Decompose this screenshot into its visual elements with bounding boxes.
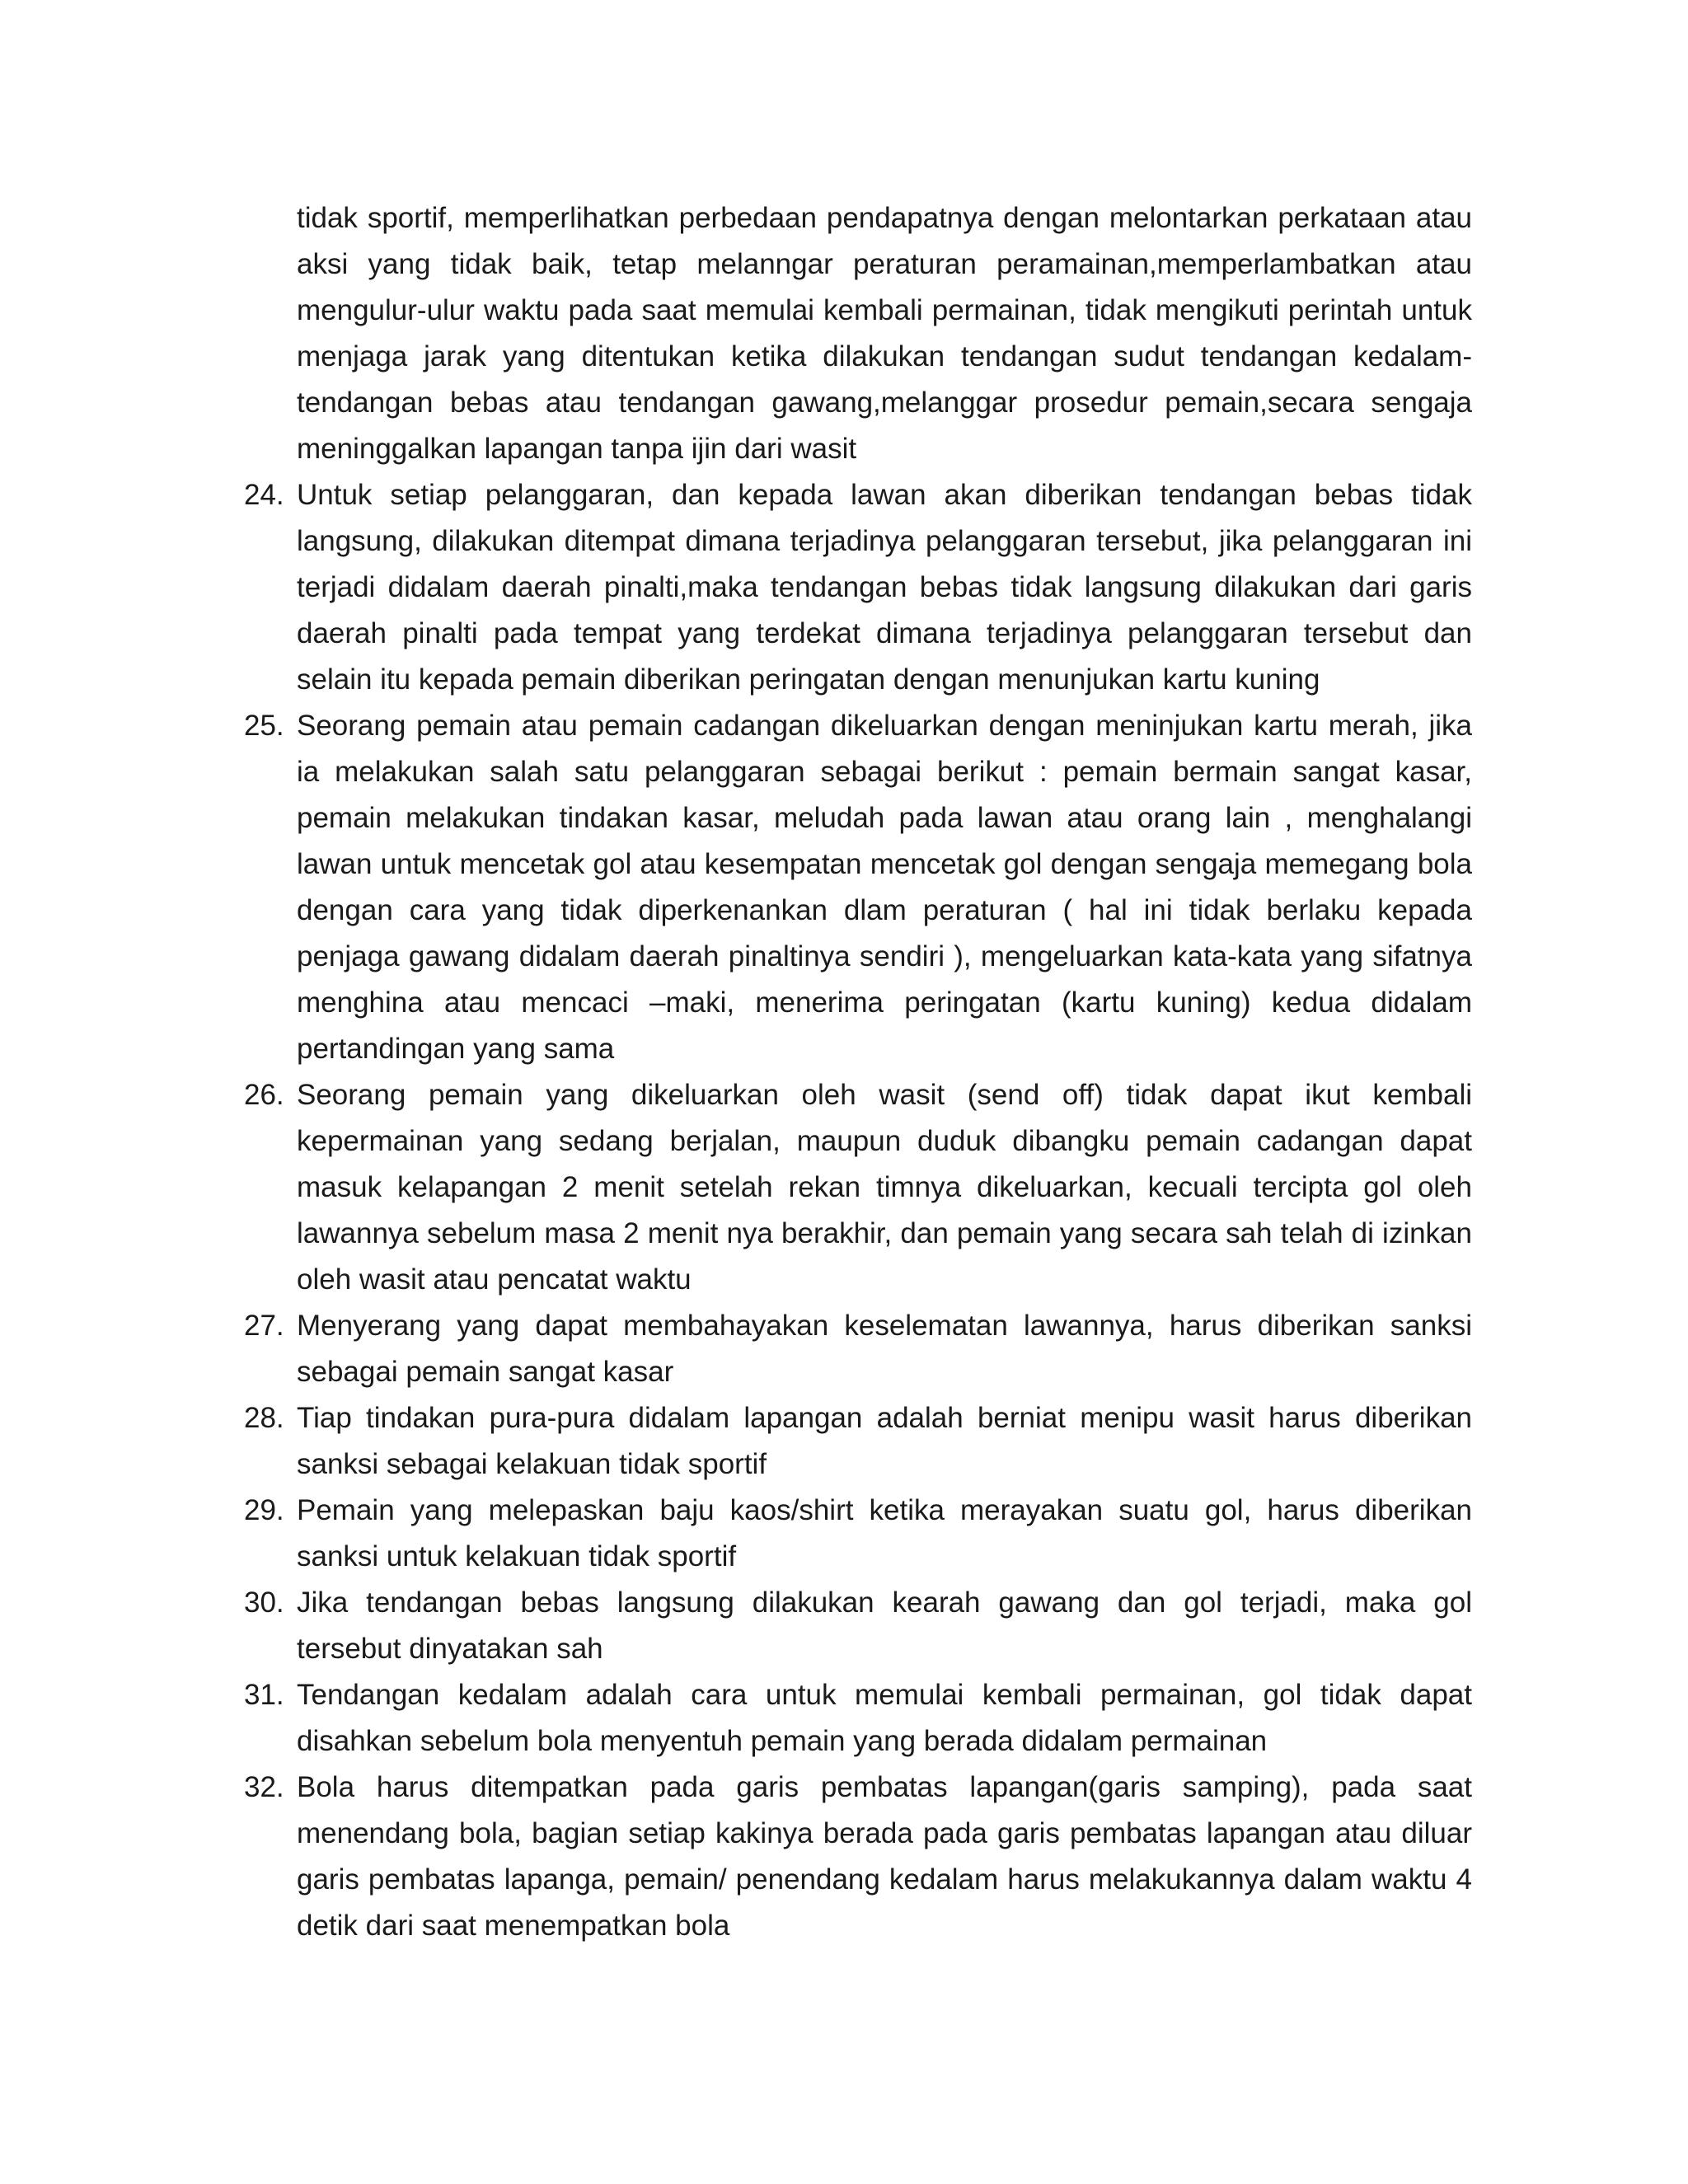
item-text: Menyerang yang dapat membahayakan keselematan lawannya, harus diberikan sanksi sebagai pemain sangat kasar [297,1310,1472,1388]
list-item [244,1303,1472,1395]
list-item [244,703,1472,1072]
list-item [244,1765,1472,1949]
item-text: Tiap tindakan pura-pura didalam lapangan adalah berniat menipu wasit harus diberikan sanksi sebagai kelakuan tidak sportif [297,1402,1472,1480]
item-number: 27. [244,1310,284,1342]
item-number: 31. [244,1679,284,1711]
list-item [244,1672,1472,1765]
list-item [244,1488,1472,1580]
list-item [244,472,1472,703]
item-number: 25. [244,710,284,742]
item-number: 28. [244,1402,284,1434]
item-number: 29. [244,1494,284,1526]
intro-paragraph: tidak sportif, memperlihatkan perbedaan pendapatnya dengan melontarkan perkataan atau aksi yang tidak baik, tetap melanngar peraturan peramainan,memperlambatkan atau mengulur-ulur waktu pada saat memulai kembali permainan, tidak mengikuti perintah untuk menjaga jarak yang ditentukan ketika dilakukan tendangan sudut tendangan kedalam-tendangan bebas atau tendangan gawang,melanggar prosedur pemain,secara sengaja meninggalkan lapangan tanpa ijin dari wasit [297,202,1472,465]
item-text: Pemain yang melepaskan baju kaos/shirt ketika merayakan suatu gol, harus diberikan sanksi untuk kelakuan tidak sportif [297,1494,1472,1572]
item-text: Jika tendangan bebas langsung dilakukan kearah gawang dan gol terjadi, maka gol tersebut dinyatakan sah [297,1586,1472,1665]
list-item [244,1072,1472,1303]
item-text: Untuk setiap pelanggaran, dan kepada lawan akan diberikan tendangan bebas tidak langsung, dilakukan ditempat dimana terjadinya pelanggaran tersebut, jika pelanggaran ini terjadi didalam daerah pinalti,maka tendangan bebas tidak langsung dilakukan dari garis daerah pinalti pada tempat yang terdekat dimana terjadinya pelanggaran tersebut dan selain itu kepada pemain diberikan peringatan dengan menunjukan kartu kuning [297,479,1472,696]
list-item [244,1580,1472,1672]
item-number: 32. [244,1771,284,1803]
item-number: 26. [244,1079,284,1111]
list-item [244,1395,1472,1488]
item-number: 30. [244,1586,284,1619]
document-body [244,195,1472,1949]
item-text: Bola harus ditempatkan pada garis pembatas lapangan(garis samping), pada saat menendang bola, bagian setiap kakinya berada pada garis pembatas lapangan atau diluar garis pembatas lapanga, pemain/ penendang kedalam harus melakukannya dalam waktu 4 detik dari saat menempatkan bola [297,1771,1472,1942]
item-text: Seorang pemain yang dikeluarkan oleh wasit (send off) tidak dapat ikut kembali kepermainan yang sedang berjalan, maupun duduk dibangku pemain cadangan dapat masuk kelapangan 2 menit setelah rekan timnya dikeluarkan, kecuali tercipta gol oleh lawannya sebelum masa 2 menit nya berakhir, dan pemain yang secara sah telah di izinkan oleh wasit atau pencatat waktu [297,1079,1472,1296]
item-text: Tendangan kedalam adalah cara untuk memulai kembali permainan, gol tidak dapat disahkan sebelum bola menyentuh pemain yang berada didalam permainan [297,1679,1472,1757]
item-number: 24. [244,479,284,511]
rules-list [244,472,1472,1949]
item-text: Seorang pemain atau pemain cadangan dikeluarkan dengan meninjukan kartu merah, jika ia melakukan salah satu pelanggaran sebagai berikut : pemain bermain sangat kasar, pemain melakukan tindakan kasar, meludah pada lawan atau orang lain , menghalangi lawan untuk mencetak gol atau kesempatan mencetak gol dengan sengaja memegang bola dengan cara yang tidak diperkenankan dlam peraturan ( hal ini tidak berlaku kepada penjaga gawang didalam daerah pinaltinya sendiri ), mengeluarkan kata-kata yang sifatnya menghina atau mencaci –maki, menerima peringatan (kartu kuning) kedua didalam pertandingan yang sama [297,710,1472,1065]
